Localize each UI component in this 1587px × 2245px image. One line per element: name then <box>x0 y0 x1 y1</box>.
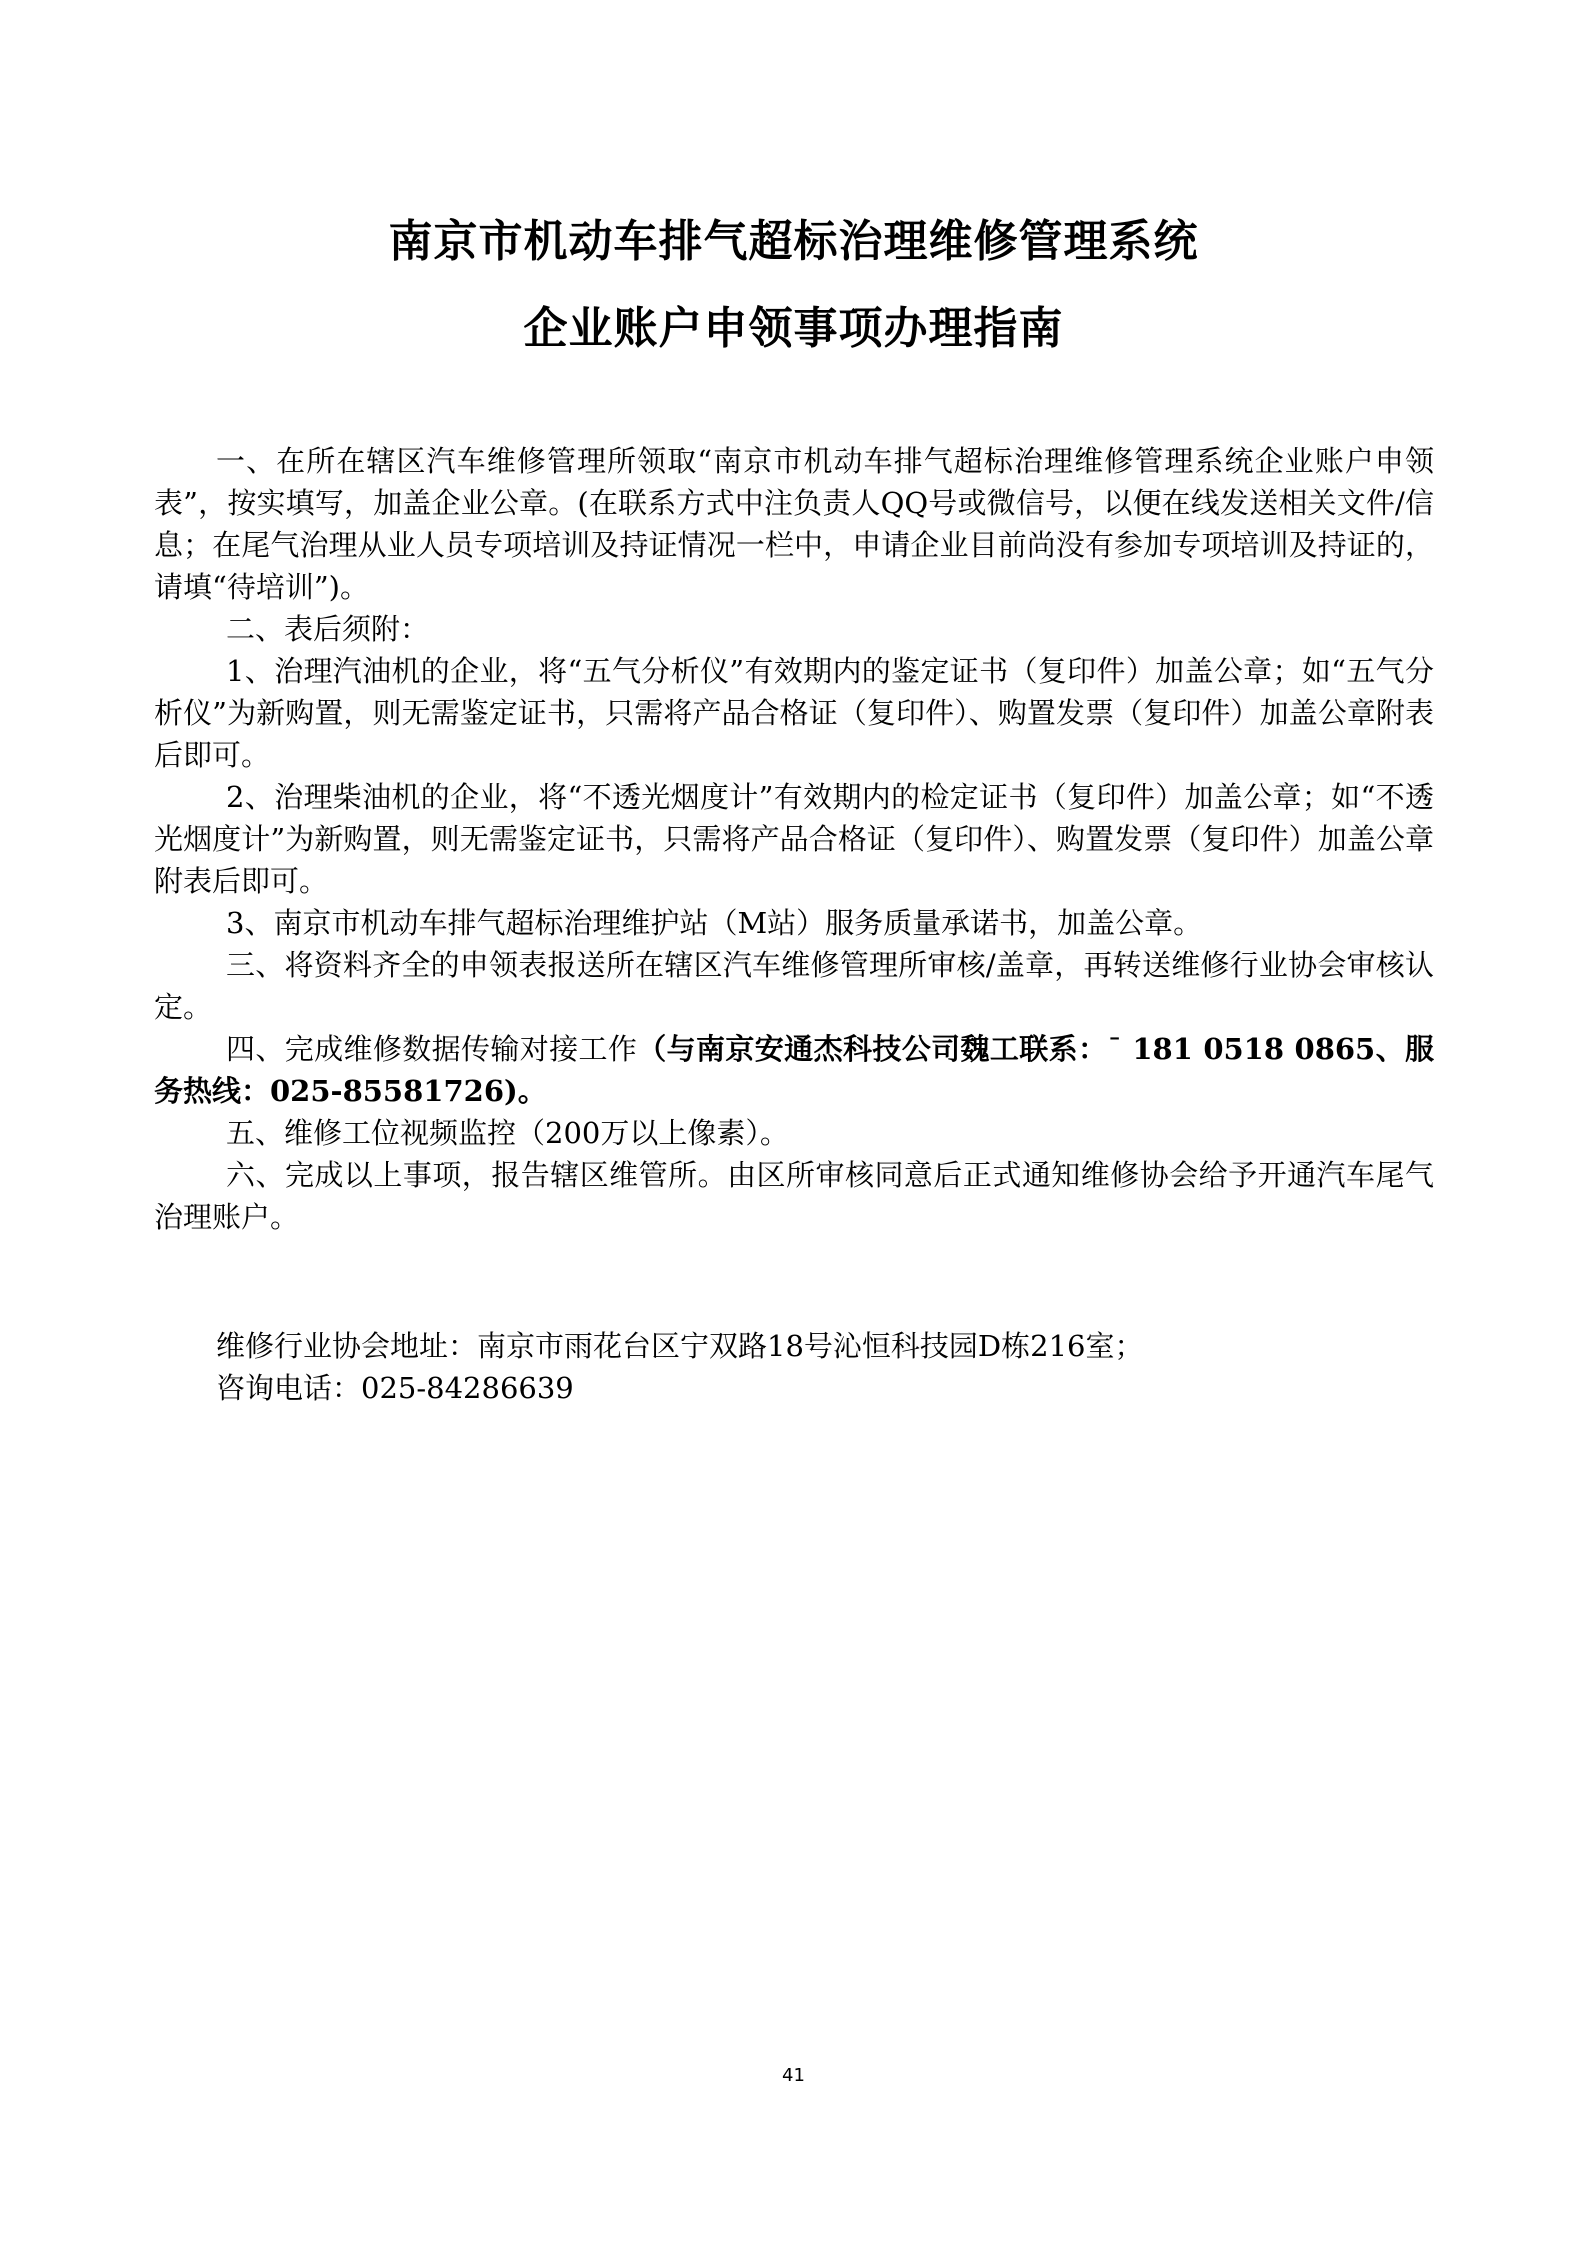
paragraph-4-phone: 181 0518 0865、服务热线：025-85581726)。 <box>154 1032 1434 1108</box>
paragraph-6: 六、完成以上事项，报告辖区维管所。由区所审核同意后正式通知维修协会给予开通汽车尾气治理账户。 <box>154 1158 1434 1234</box>
paragraph-5: 五、维修工位视频监控（200万以上像素）。 <box>226 1116 789 1150</box>
paragraph-2-item-1: 1、治理汽油机的企业，将“五气分析仪”有效期内的鉴定证书（复印件）加盖公章；如“五气分析仪”为新购置，则无需鉴定证书，只需将产品合格证（复印件）、购置发票（复印件）加盖公章附表后即可。 <box>154 654 1434 772</box>
paragraph-2-item-2: 2、治理柴油机的企业，将“不透光烟度计”有效期内的检定证书（复印件）加盖公章；如“不透光烟度计”为新购置，则无需鉴定证书，只需将产品合格证（复印件）、购置发票（复印件）加盖公章附表后即可。 <box>154 780 1434 898</box>
document-title-line-1: 南京市机动车排气超标治理维修管理系统 <box>388 216 1199 267</box>
paragraph-4-text: 四、完成维修数据传输对接工作 <box>226 1032 638 1066</box>
paragraph-4-glyph: ˉ <box>1107 1032 1122 1066</box>
paragraph-2-item-3: 3、南京市机动车排气超标治理维护站（M站）服务质量承诺书，加盖公章。 <box>226 906 1203 940</box>
document-title-line-2: 企业账户申领事项办理指南 <box>523 303 1064 354</box>
contact-footer <box>216 1325 1144 1409</box>
paragraph-1: 一、在所在辖区汽车维修管理所领取“南京市机动车排气超标治理维修管理系统企业账户申领表”，按实填写，加盖企业公章。(在联系方式中注负责人QQ号或微信号，以便在线发送相关文件/信息；在尾气治理从业人员专项培训及持证情况一栏中，申请企业目前尚没有参加专项培训及持证的，请填“待培训”)。 <box>154 444 1434 604</box>
paragraph-4-contact: （与南京安通杰科技公司魏工联系： <box>637 1032 1108 1066</box>
consultation-phone: 咨询电话：025-84286639 <box>216 1371 574 1405</box>
paragraph-3: 三、将资料齐全的申领表报送所在辖区汽车维修管理所审核/盖章，再转送维修行业协会审核认定。 <box>154 948 1434 1024</box>
paragraph-4 <box>154 1028 1434 1112</box>
page-number: 41 <box>782 2065 805 2086</box>
document-body <box>154 440 1434 1238</box>
paragraph-2: 二、表后须附： <box>226 612 430 646</box>
association-address: 维修行业协会地址：南京市雨花台区宁双路18号沁恒科技园D栋216室； <box>216 1329 1144 1363</box>
